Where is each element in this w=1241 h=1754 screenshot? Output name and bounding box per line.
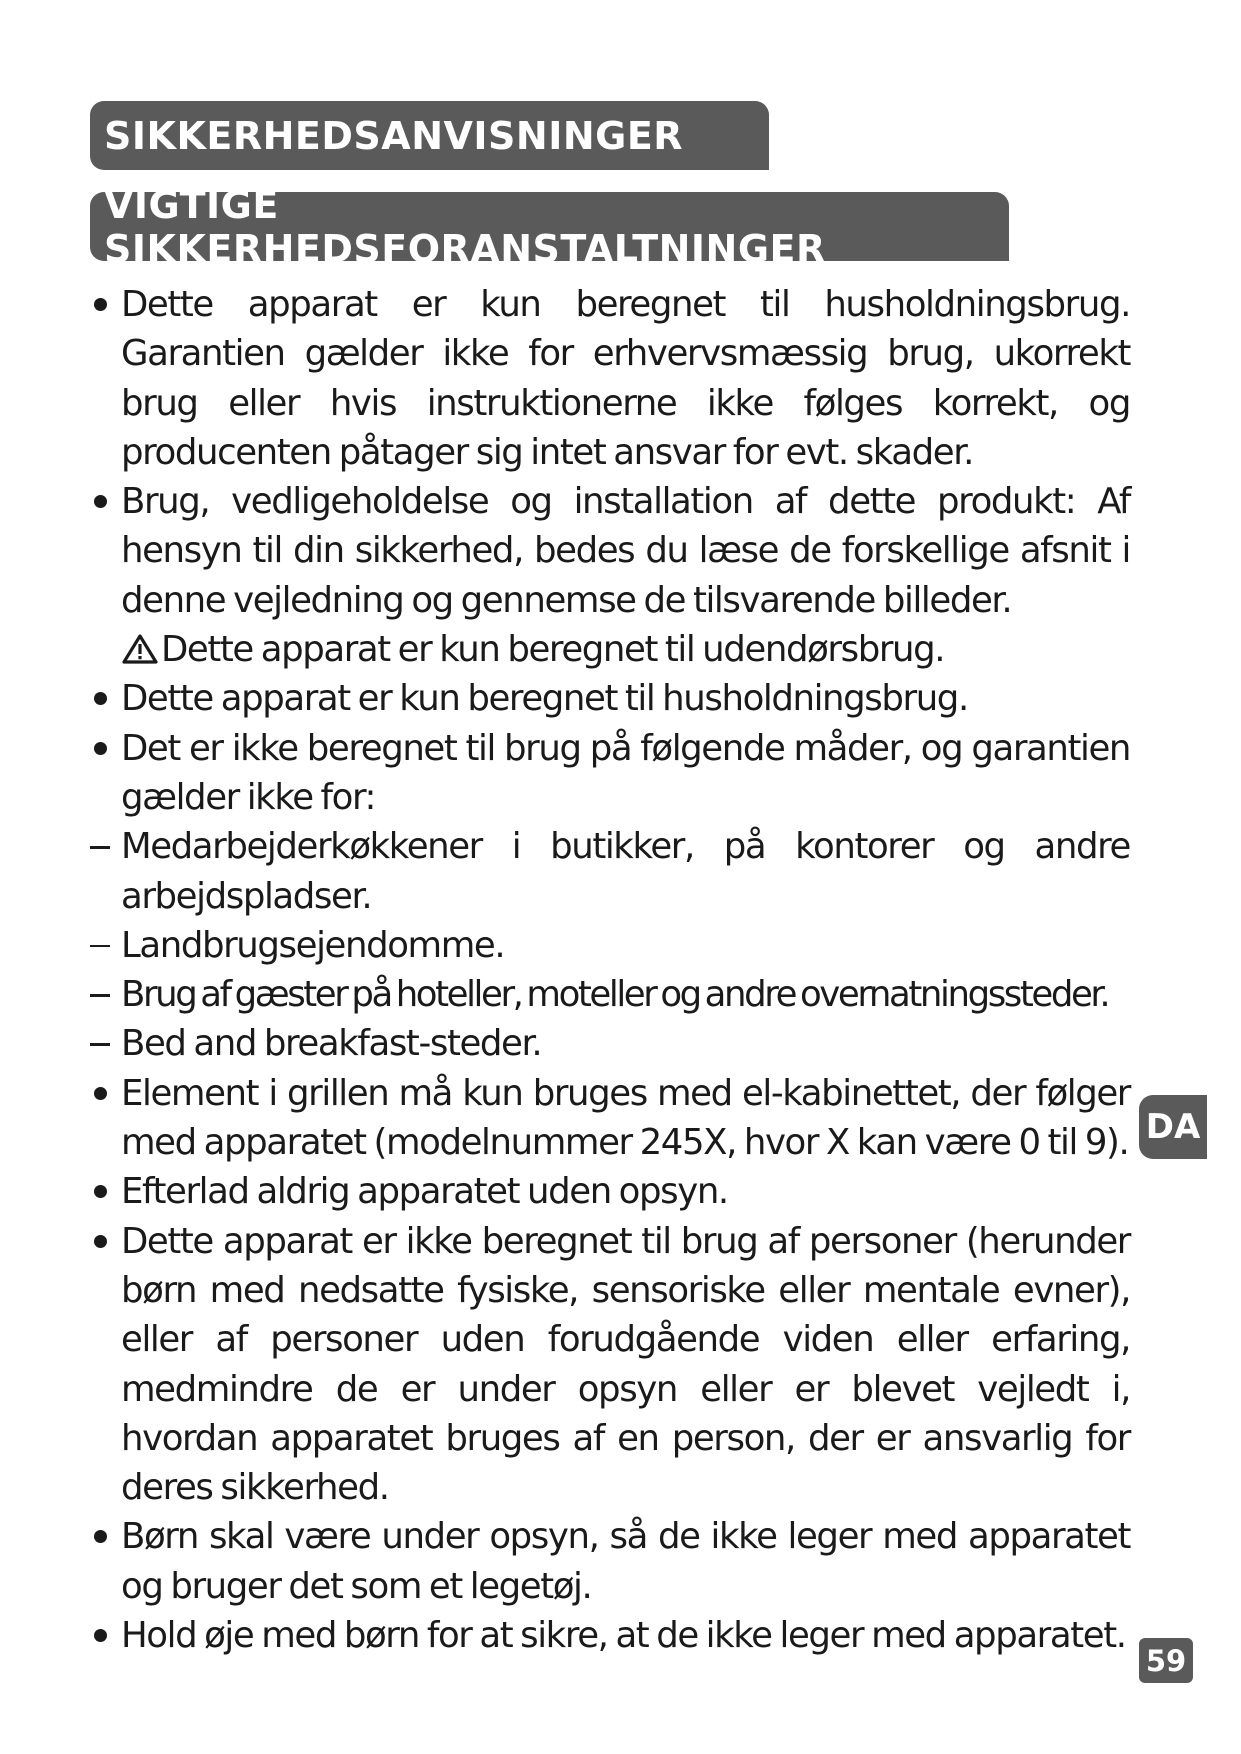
bullet-item xyxy=(90,1069,1130,1168)
warning-triangle-icon xyxy=(121,633,159,665)
bullet-text: Brug, vedligeholdelse og installation af dette produkt: Af hensyn til din sikkerhed, bedes du læse de forskellige afsnit i denne vejledning og gennemse de tilsvarende billeder. xyxy=(121,481,1130,621)
safety-instructions-body xyxy=(90,280,1130,1660)
bullet-text: Det er ikke beregnet til brug på følgende måder, og garantien gælder ikke for: xyxy=(121,727,1130,818)
bullet-text: Børn skal være under opsyn, så de ikke leger med apparatet og bruger det som et legetøj. xyxy=(121,1516,1130,1607)
bullet-text: Hold øje med børn for at sikre, at de ikke leger med apparatet. xyxy=(121,1615,1126,1657)
section-heading xyxy=(90,101,769,170)
bullet-text: Dette apparat er kun beregnet til husholdningsbrug. xyxy=(121,678,968,720)
dash-text: Brug af gæster på hoteller, moteller og andre overnatningssteder. xyxy=(121,974,1109,1016)
dash-item xyxy=(90,921,1130,970)
dash-item xyxy=(90,970,1130,1019)
dash-item xyxy=(90,1019,1130,1068)
dash-text: Medarbejderkøkkener i butikker, på kontorer og andre arbejdspladser. xyxy=(121,826,1130,917)
dash-text: Landbrugsejendomme. xyxy=(121,924,505,966)
bullet-item xyxy=(90,1512,1130,1611)
bullet-text: Dette apparat er kun beregnet til husholdningsbrug. Garantien gælder ikke for erhvervsmæssig brug, ukorrekt brug eller hvis instruktionerne ikke følges korrekt, og producenten påtager sig intet ansvar for evt. skader. xyxy=(121,284,1130,473)
bullet-item xyxy=(90,1611,1130,1660)
page-number-badge xyxy=(1139,1638,1193,1683)
bullet-item xyxy=(90,477,1130,625)
language-code: DA xyxy=(1145,1107,1201,1147)
dash-item xyxy=(90,822,1130,921)
bullet-item xyxy=(90,724,1130,823)
bullet-item xyxy=(90,1217,1130,1513)
bullet-text: Element i grillen må kun bruges med el-kabinettet, der følger med apparatet (modelnummer 245X, hvor X kan være 0 til 9). xyxy=(121,1072,1130,1164)
subsection-heading xyxy=(90,182,1009,271)
dash-text: Bed and breakfast-steder. xyxy=(121,1023,542,1065)
warning-text: Dette apparat er kun beregnet til udendørsbrug. xyxy=(161,629,945,671)
section-heading-text: SIKKERHEDSANVISNINGER xyxy=(104,113,684,158)
subsection-heading-text: VIGTIGE SIKKERHEDSFORANSTALTNINGER xyxy=(104,182,826,271)
warning-note xyxy=(90,625,1130,674)
language-tab xyxy=(1139,1095,1207,1159)
bullet-item xyxy=(90,674,1130,723)
bullet-item xyxy=(90,1167,1130,1216)
bullet-item xyxy=(90,280,1130,477)
page-number: 59 xyxy=(1145,1643,1187,1678)
bullet-text: Efterlad aldrig apparatet uden opsyn. xyxy=(121,1171,728,1213)
bullet-text: Dette apparat er ikke beregnet til brug af personer (herunder børn med nedsatte fysiske, sensoriske eller mentale evner), eller af personer uden forudgående viden eller erfaring, medmindre de er under opsyn eller er blevet vejledt i, hvordan apparatet bruges af en person, der er ansvarlig for deres sikkerhed. xyxy=(121,1220,1130,1509)
